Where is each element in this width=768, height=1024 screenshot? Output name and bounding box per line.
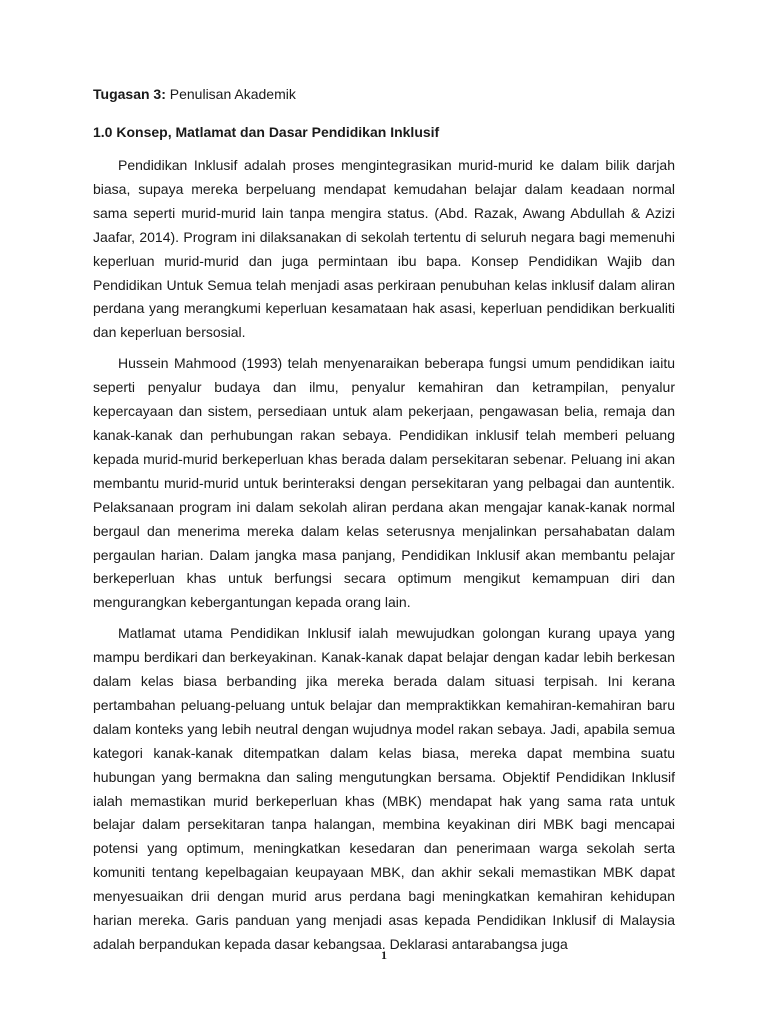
document-page (93, 84, 675, 964)
assignment-title (93, 84, 675, 104)
assignment-label: Tugasan 3: (93, 86, 166, 102)
paragraph: Hussein Mahmood (1993) telah menyenaraikan beberapa fungsi umum pendidikan iaitu seperti penyalur budaya dan ilmu, penyalur kemahiran dan ketrampilan, penyalur kepercayaan dan sistem, persediaan untuk alam pekerjaan, pengawasan belia, remaja dan kanak-kanak dan perhubungan rakan sebaya. Pendidikan inklusif telah memberi peluang kepada murid-murid berkeperluan khas berada dalam persekitaran sebenar. Peluang ini akan membantu murid-murid untuk berinteraksi dengan persekitaran yang pelbagai dan auntentik. Pelaksanaan program ini dalam sekolah aliran perdana akan mengajar kanak-kanak normal bergaul dan menerima mereka dalam kelas seterusnya menjalinkan persahabatan dalam pergaulan harian. Dalam jangka masa panjang, Pendidikan Inklusif akan membantu pelajar berkeperluan khas untuk berfungsi secara optimum mengikut kemampuan diri dan mengurangkan kebergantungan kepada orang lain. (93, 355, 675, 611)
section-heading: 1.0 Konsep, Matlamat dan Dasar Pendidikan Inklusif (93, 124, 440, 140)
assignment-name: Penulisan Akademik (165, 86, 296, 102)
page-number: 1 (381, 948, 387, 962)
paragraph: Pendidikan Inklusif adalah proses mengintegrasikan murid-murid ke dalam bilik darjah biasa, supaya mereka berpeluang mendapat kemudahan belajar dalam keadaan normal sama seperti murid-murid lain tanpa mengira status. (Abd. Razak, Awang Abdullah & Azizi Jaafar, 2014). Program ini dilaksanakan di sekolah tertentu di seluruh negara bagi memenuhi keperluan murid-murid dan juga permintaan ibu bapa. Konsep Pendidikan Wajib dan Pendidikan Untuk Semua telah menjadi asas perkiraan penubuhan kelas inklusif dalam aliran perdana yang merangkumi keperluan kesamataan hak asasi, keperluan pendidikan berkualiti dan keperluan bersosial. (93, 157, 675, 341)
paragraph: Matlamat utama Pendidikan Inklusif ialah mewujudkan golongan kurang upaya yang mampu berdikari dan berkeyakinan. Kanak-kanak dapat belajar dengan kadar lebih berkesan dalam kelas biasa berbanding jika mereka berada dalam situasi terpisah. Ini kerana pertambahan peluang-peluang untuk belajar dan mempraktikkan kemahiran-kemahiran baru dalam konteks yang lebih neutral dengan wujudnya model rakan sebaya. Jadi, apabila semua kategori kanak-kanak ditempatkan dalam kelas biasa, mereka dapat membina suatu hubungan yang bermakna dan saling mengutungkan bersama. Objektif Pendidikan Inklusif ialah memastikan murid berkeperluan khas (MBK) mendapat hak yang sama rata untuk belajar dalam persekitaran tanpa halangan, membina keyakinan diri MBK bagi mencapai potensi yang optimum, meningkatkan kesedaran dan penerimaan warga sekolah serta komuniti tentang kepelbagaian keupayaan MBK, dan akhir sekali memastikan MBK dapat menyesuaikan drii dengan murid arus perdana bagi meningkatkan kemahiran kehidupan harian mereka. Garis panduan yang menjadi asas kepada Pendidikan Inklusif di Malaysia adalah berpandukan kepada dasar kebangsaa. Deklarasi antarabangsa juga (93, 625, 675, 952)
